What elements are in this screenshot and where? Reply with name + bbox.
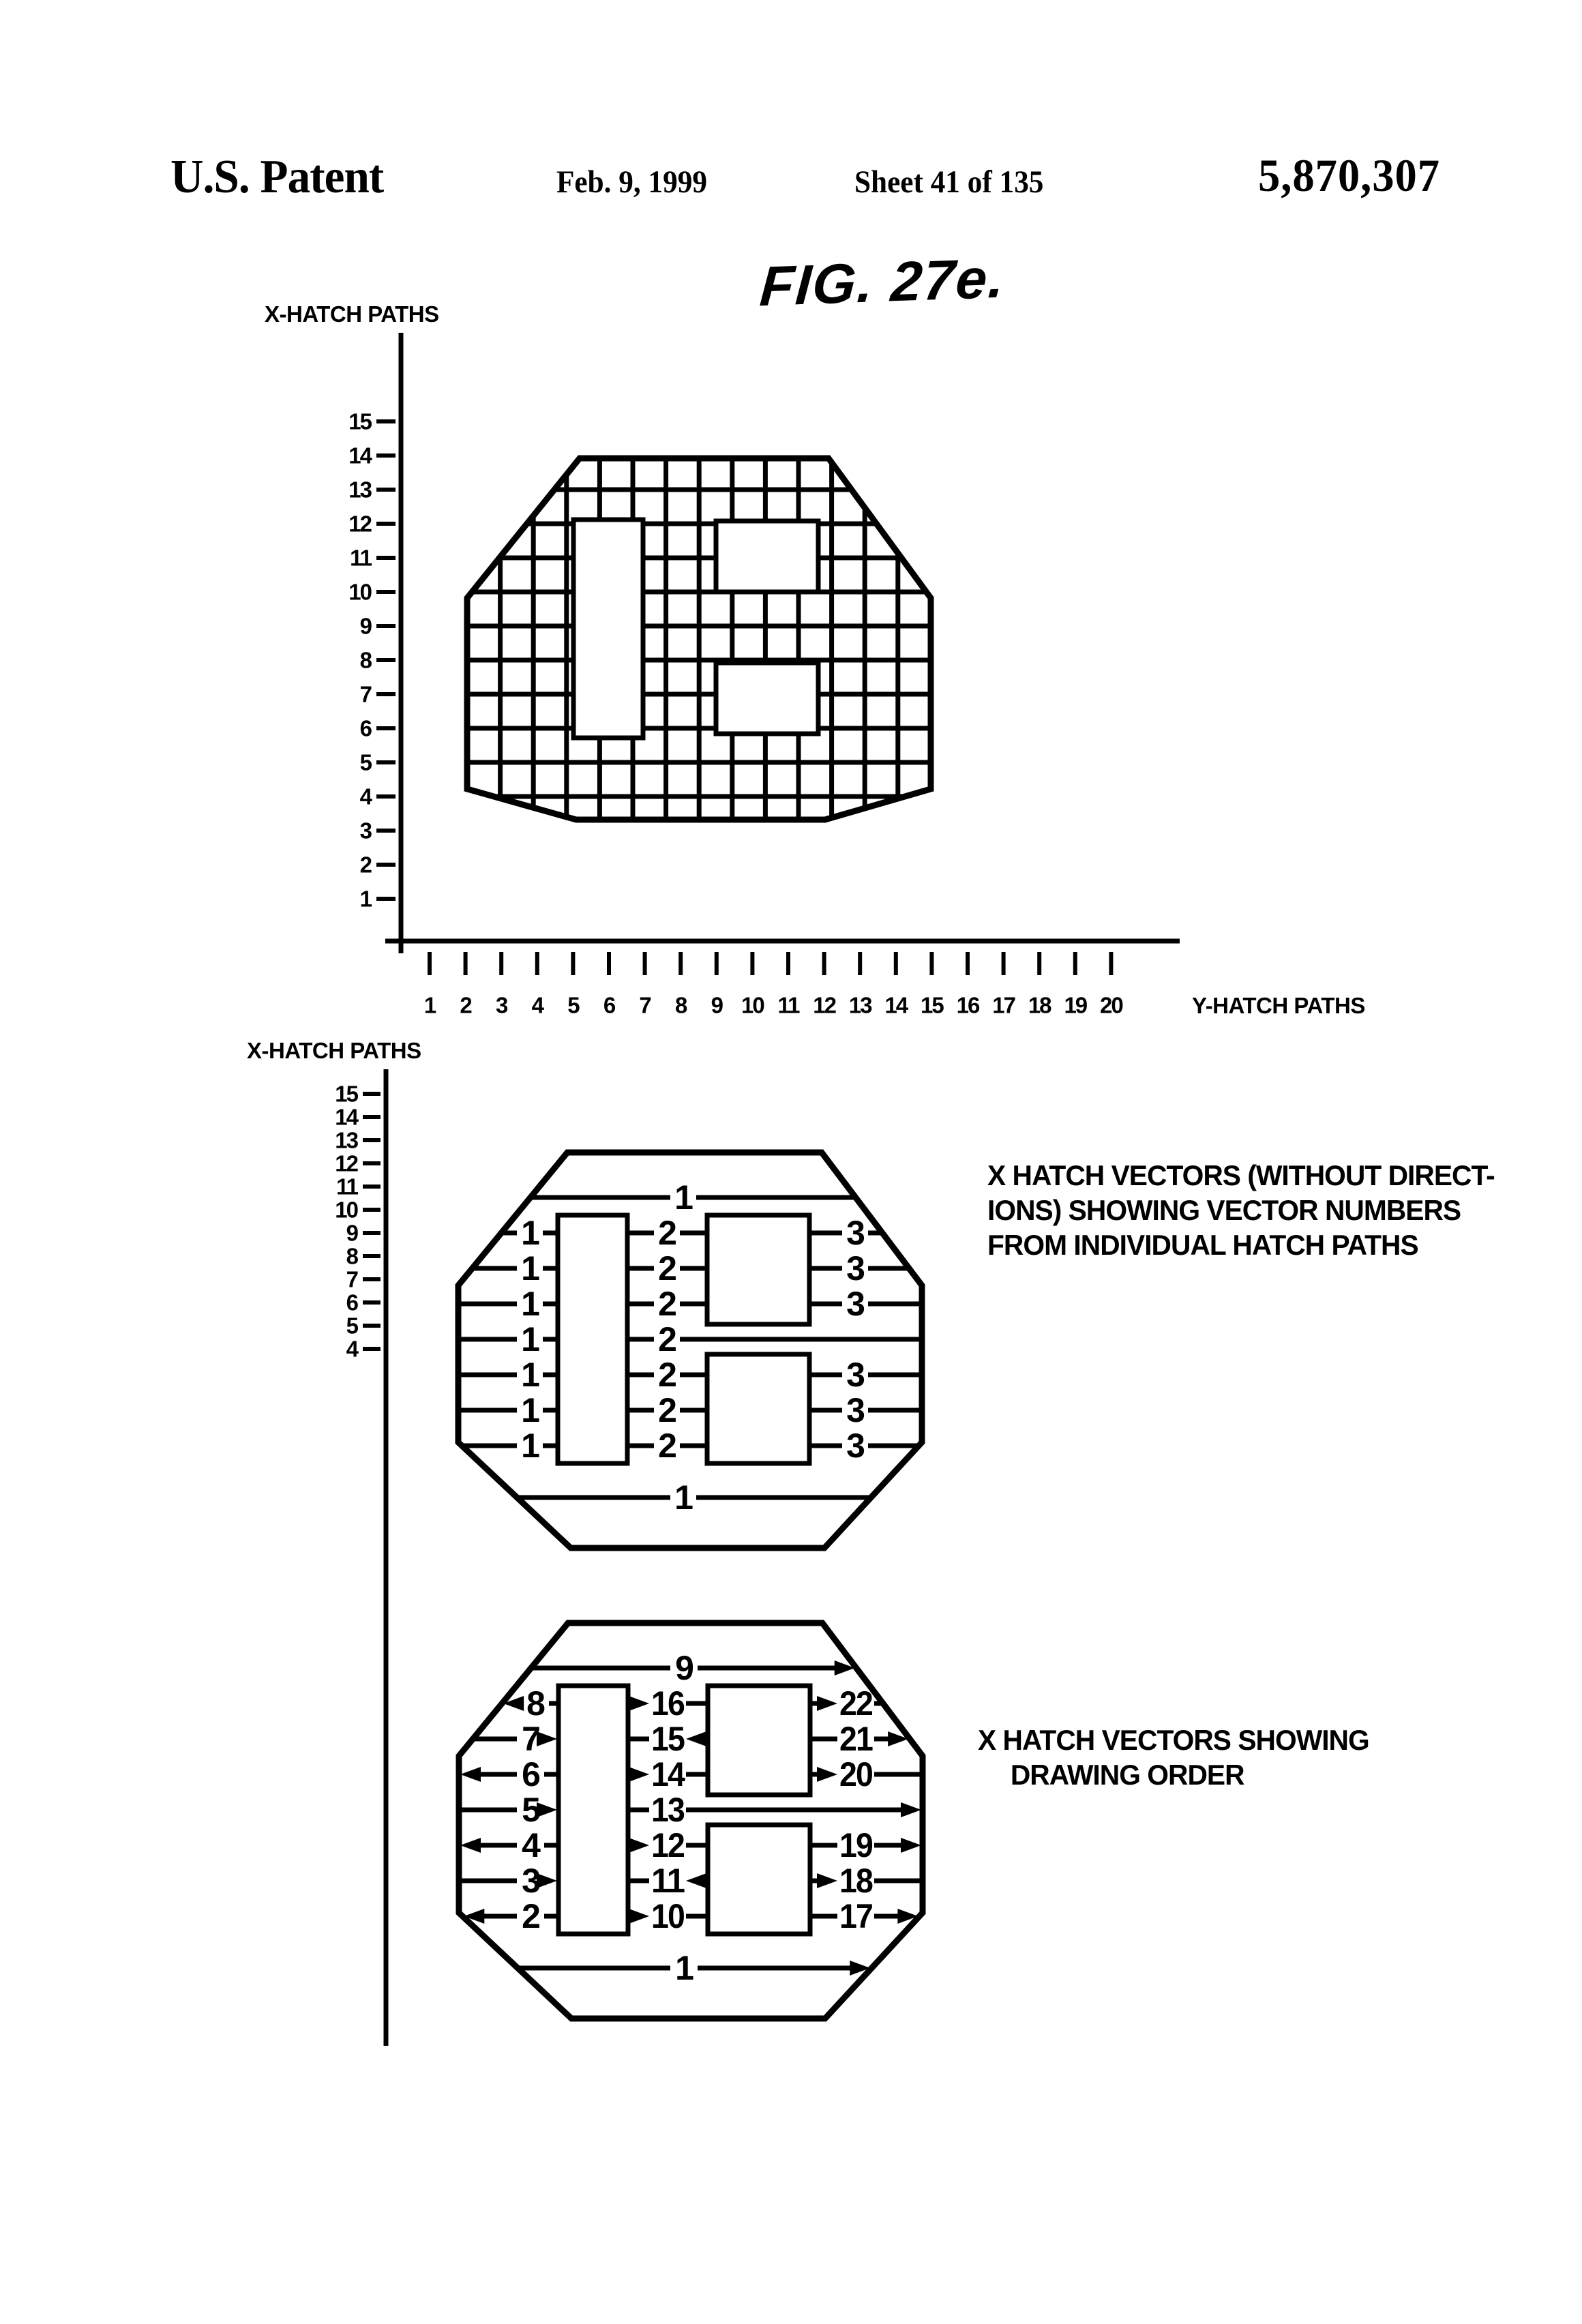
y-tick-label: 8 bbox=[359, 647, 371, 673]
vector-order-label: 4 bbox=[522, 1826, 539, 1864]
vector-number-label: 2 bbox=[658, 1320, 676, 1358]
y-tick-label: 5 bbox=[359, 749, 371, 775]
vector-number-label: 3 bbox=[846, 1356, 864, 1394]
y-tick-label: 4 bbox=[359, 784, 371, 809]
caption-line: FROM INDIVIDUAL HATCH PATHS bbox=[987, 1229, 1418, 1261]
x-tick-label: 4 bbox=[531, 992, 543, 1018]
x-tick-label: 13 bbox=[848, 992, 871, 1018]
vector-number-label: 1 bbox=[521, 1356, 539, 1394]
vector-order-label: 1 bbox=[675, 1949, 693, 1987]
arrowhead bbox=[537, 1873, 557, 1888]
y-tick-label: 7 bbox=[359, 681, 371, 707]
vector-number-label: 1 bbox=[521, 1391, 539, 1429]
bottom-diagram bbox=[459, 1623, 923, 2018]
y-tick-label: 2 bbox=[359, 852, 371, 878]
arrowhead bbox=[537, 1731, 557, 1746]
y-tick-label: 1 bbox=[359, 886, 371, 912]
arrowhead bbox=[817, 1873, 837, 1888]
y-tick-label: 12 bbox=[335, 1150, 357, 1176]
y-tick-label: 13 bbox=[335, 1127, 357, 1153]
y-tick-label: 4 bbox=[346, 1336, 357, 1362]
vector-number-label: 1 bbox=[521, 1427, 539, 1465]
y-tick-label: 14 bbox=[335, 1104, 357, 1130]
figure-label: FIG. 27e. bbox=[758, 247, 1008, 318]
unhatched-region bbox=[573, 520, 643, 738]
x-tick-label: 20 bbox=[1100, 992, 1122, 1018]
top-y-axis-label: X-HATCH PATHS bbox=[265, 301, 439, 327]
top-diagram bbox=[348, 333, 1180, 1018]
arrowhead bbox=[629, 1909, 649, 1924]
arrowhead bbox=[629, 1838, 649, 1853]
vector-number-label: 1 bbox=[521, 1320, 539, 1358]
x-tick-label: 2 bbox=[460, 992, 471, 1018]
vector-number-label: 3 bbox=[846, 1214, 864, 1252]
y-tick-label: 13 bbox=[348, 477, 371, 503]
vector-order-label: 13 bbox=[651, 1791, 685, 1829]
vector-number-label: 3 bbox=[846, 1249, 864, 1287]
caption-line: IONS) SHOWING VECTOR NUMBERS bbox=[987, 1194, 1461, 1226]
vector-order-label: 3 bbox=[522, 1862, 539, 1900]
y-tick-label: 6 bbox=[359, 715, 371, 741]
x-tick-label: 1 bbox=[423, 992, 436, 1018]
vector-number-label: 2 bbox=[658, 1285, 676, 1323]
vector-number-label: 1 bbox=[521, 1285, 539, 1323]
unhatched-region bbox=[708, 1686, 810, 1795]
patent-header-number: 5,870,307 bbox=[1258, 149, 1440, 201]
patent-header-title: U.S. Patent bbox=[170, 151, 384, 203]
y-tick-label: 11 bbox=[336, 1174, 357, 1200]
y-tick-label: 8 bbox=[346, 1243, 357, 1269]
x-tick-label: 12 bbox=[813, 992, 835, 1018]
vector-order-label: 12 bbox=[651, 1826, 685, 1864]
vector-order-label: 8 bbox=[526, 1684, 544, 1723]
y-tick-label: 11 bbox=[350, 545, 371, 571]
x-tick-label: 19 bbox=[1064, 992, 1087, 1018]
x-tick-label: 8 bbox=[675, 992, 687, 1018]
y-tick-label: 15 bbox=[348, 408, 371, 434]
vector-number-label: 3 bbox=[846, 1427, 864, 1465]
x-tick-label: 16 bbox=[956, 992, 979, 1018]
vector-number-label: 1 bbox=[521, 1214, 539, 1252]
vector-number-label: 2 bbox=[658, 1427, 676, 1465]
vector-order-label: 9 bbox=[675, 1649, 693, 1687]
arrowhead bbox=[901, 1802, 921, 1817]
x-tick-label: 17 bbox=[992, 992, 1015, 1018]
y-tick-label: 7 bbox=[346, 1266, 357, 1292]
y-tick-label: 5 bbox=[346, 1313, 357, 1339]
x-tick-label: 14 bbox=[884, 992, 908, 1018]
vector-number-label: 1 bbox=[674, 1178, 692, 1217]
y-tick-label: 10 bbox=[335, 1197, 357, 1223]
vector-order-label: 5 bbox=[522, 1791, 539, 1829]
vector-number-label: 3 bbox=[846, 1285, 864, 1323]
vector-order-label: 21 bbox=[839, 1720, 874, 1758]
arrowhead bbox=[686, 1873, 706, 1888]
unhatched-region bbox=[558, 1215, 627, 1463]
vector-number-label: 2 bbox=[658, 1249, 676, 1287]
vector-order-label: 15 bbox=[651, 1720, 685, 1758]
x-tick-label: 3 bbox=[496, 992, 507, 1018]
vector-order-label: 6 bbox=[522, 1755, 539, 1793]
unhatched-region bbox=[558, 1686, 628, 1934]
patent-header-sheet: Sheet 41 of 135 bbox=[854, 164, 1044, 200]
vector-order-label: 16 bbox=[651, 1684, 685, 1723]
arrowhead bbox=[817, 1696, 837, 1711]
y-tick-label: 15 bbox=[335, 1081, 357, 1107]
vector-order-label: 19 bbox=[839, 1826, 873, 1864]
arrowhead bbox=[817, 1767, 837, 1782]
x-tick-label: 7 bbox=[639, 992, 651, 1018]
vector-number-label: 1 bbox=[521, 1249, 539, 1287]
vector-number-label: 3 bbox=[846, 1391, 864, 1429]
arrowhead bbox=[686, 1731, 706, 1746]
vector-order-label: 7 bbox=[522, 1720, 539, 1758]
vector-order-label: 10 bbox=[651, 1897, 685, 1935]
y-tick-label: 10 bbox=[348, 579, 371, 605]
unhatched-region bbox=[707, 1215, 809, 1324]
x-tick-label: 9 bbox=[711, 992, 722, 1018]
vector-number-label: 2 bbox=[658, 1391, 676, 1429]
arrowhead bbox=[537, 1802, 557, 1817]
vector-order-label: 14 bbox=[651, 1755, 686, 1793]
caption-line: X HATCH VECTORS (WITHOUT DIRECT- bbox=[987, 1159, 1495, 1191]
caption-line: DRAWING ORDER bbox=[1010, 1759, 1244, 1791]
y-tick-label: 12 bbox=[348, 511, 371, 537]
y-tick-label: 14 bbox=[348, 443, 371, 468]
vector-number-label: 1 bbox=[674, 1478, 692, 1517]
vector-order-label: 11 bbox=[651, 1862, 685, 1900]
patent-header-date: Feb. 9, 1999 bbox=[556, 164, 708, 200]
arrowhead bbox=[629, 1696, 649, 1711]
y-tick-label: 9 bbox=[359, 613, 371, 639]
vector-order-label: 2 bbox=[522, 1897, 539, 1935]
vector-order-label: 17 bbox=[839, 1897, 873, 1935]
vector-order-label: 18 bbox=[839, 1862, 874, 1900]
unhatched-region bbox=[707, 1354, 809, 1463]
arrowhead bbox=[629, 1767, 649, 1782]
caption-line: X HATCH VECTORS SHOWING bbox=[978, 1724, 1369, 1756]
unhatched-region bbox=[716, 663, 818, 734]
arrowhead bbox=[460, 1838, 481, 1853]
y-tick-label: 9 bbox=[346, 1220, 357, 1246]
top-x-axis-label: Y-HATCH PATHS bbox=[1192, 993, 1365, 1018]
x-tick-label: 6 bbox=[603, 992, 615, 1018]
vector-order-label: 20 bbox=[839, 1755, 873, 1793]
y-tick-label: 3 bbox=[359, 818, 371, 844]
x-tick-label: 5 bbox=[567, 992, 579, 1018]
x-tick-label: 18 bbox=[1028, 992, 1051, 1018]
middle-y-axis-label: X-HATCH PATHS bbox=[247, 1038, 421, 1063]
vector-number-label: 2 bbox=[658, 1356, 676, 1394]
arrowhead bbox=[901, 1838, 921, 1853]
vector-order-label: 22 bbox=[839, 1684, 873, 1723]
x-tick-label: 10 bbox=[741, 992, 764, 1018]
arrowhead bbox=[460, 1767, 481, 1782]
x-tick-label: 15 bbox=[921, 992, 943, 1018]
x-tick-label: 11 bbox=[777, 992, 799, 1018]
vector-number-label: 2 bbox=[658, 1214, 676, 1252]
y-tick-label: 6 bbox=[346, 1290, 357, 1315]
unhatched-region bbox=[708, 1825, 810, 1934]
unhatched-region bbox=[716, 521, 818, 592]
